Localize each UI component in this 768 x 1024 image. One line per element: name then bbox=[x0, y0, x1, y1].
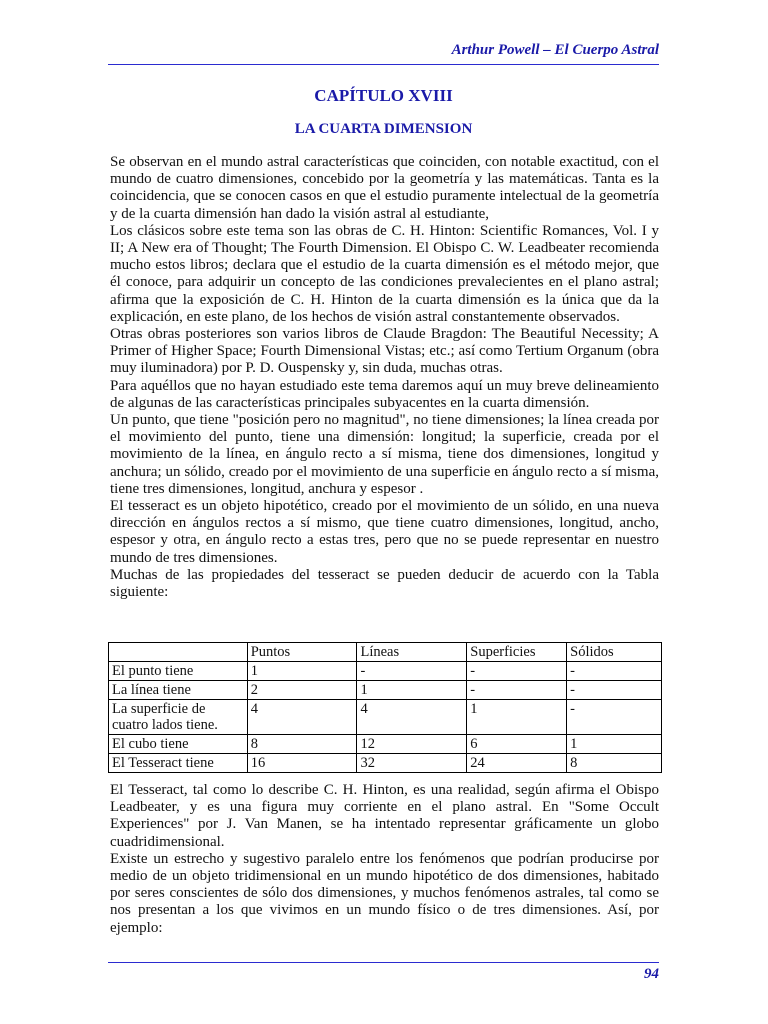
paragraph: Muchas de las propiedades del tesseract se pueden deducir de acuerdo con la Tabla siguiente: bbox=[110, 566, 659, 601]
table-cell: El Tesseract tiene bbox=[109, 754, 248, 773]
header-rule bbox=[108, 64, 659, 65]
table-cell: - bbox=[567, 700, 662, 735]
body-text-continued bbox=[110, 782, 659, 937]
table-cell: 2 bbox=[247, 681, 357, 700]
table-cell: 32 bbox=[357, 754, 467, 773]
table-cell: 8 bbox=[567, 754, 662, 773]
properties-table bbox=[108, 642, 662, 773]
table-cell: 24 bbox=[467, 754, 567, 773]
table-header-cell: Sólidos bbox=[567, 643, 662, 662]
paragraph: Un punto, que tiene "posición pero no magnitud", no tiene dimensiones; la línea creada por el movimiento del punto, tiene una dimensión: longitud; la superficie, creada por el movimiento de la línea, en ángulo recto a sí misma, tiene dos dimensiones, longitud y anchura; un sólido, creado por el movimiento de una superficie en ángulo recto a sí misma, tiene tres dimensiones, longitud, anchura y espesor . bbox=[110, 412, 659, 497]
table-header-cell: Superficies bbox=[467, 643, 567, 662]
table-cell: 8 bbox=[247, 735, 357, 754]
table-cell: La superficie de cuatro lados tiene. bbox=[109, 700, 248, 735]
table-cell: - bbox=[467, 662, 567, 681]
paragraph: Existe un estrecho y sugestivo paralelo entre los fenómenos que podrían producirse por medio de un objeto tridimensional en un mundo hipotético de dos dimensiones, habitado por seres conscientes de sólo dos dimensiones, y muchos fenómenos astrales, tal como se nos presentan a los que vivimos en un mundo físico o de tres dimensiones. Así, por ejemplo: bbox=[110, 850, 659, 936]
table-header-cell bbox=[109, 643, 248, 662]
table-header-row bbox=[109, 643, 662, 662]
table-header-cell: Líneas bbox=[357, 643, 467, 662]
table-cell: - bbox=[567, 681, 662, 700]
table-cell: 1 bbox=[567, 735, 662, 754]
running-header: Arthur Powell – El Cuerpo Astral bbox=[451, 42, 659, 58]
table-cell: El cubo tiene bbox=[109, 735, 248, 754]
table-row bbox=[109, 681, 662, 700]
paragraph: El Tesseract, tal como lo describe C. H. Hinton, es una realidad, según afirma el Obispo Leadbeater, y es una figura muy corriente en el plano astral. En "Some Occult Experiences" por J. Van Manen, se ha intentado representar gráficamente un globo cuadridimensional. bbox=[110, 782, 659, 850]
chapter-title: CAPÍTULO XVIII bbox=[314, 86, 453, 105]
paragraph: Se observan en el mundo astral características que coinciden, con notable exactitud, con el mundo de cuatro dimensiones, concebido por la geometría y las matemáticas. Tanta es la coincidencia, que se conocen casos en que el estudio puramente intelectual de la geometría y de la cuarta dimensión han dado la visión astral al estudiante, bbox=[110, 154, 659, 222]
table-cell: - bbox=[467, 681, 567, 700]
table-cell: El punto tiene bbox=[109, 662, 248, 681]
table-cell: - bbox=[567, 662, 662, 681]
table-cell: 1 bbox=[247, 662, 357, 681]
paragraph: Para aquéllos que no hayan estudiado este tema daremos aquí un muy breve delineamiento de algunas de las características principales subyacentes en la cuarta dimensión. bbox=[110, 377, 659, 411]
paragraph: Los clásicos sobre este tema son las obras de C. H. Hinton: Scientific Romances, Vol. I y II; A New era of Thought; The Fourth Dimension. El Obispo C. W. Leadbeater recomienda mucho estos libros; declara que el estudio de la cuarta dimensión es el método mejor, que él conoce, para adquirir un concepto de las condiciones prevalecientes en el plano astral; afirma que la exposición de C. H. Hinton de la cuarta dimensión es la única que da la explicación, en este plano, de los hechos de visión astral constantemente observados. bbox=[110, 222, 659, 325]
table-cell: 1 bbox=[467, 700, 567, 735]
table-cell: 6 bbox=[467, 735, 567, 754]
table-cell: 4 bbox=[247, 700, 357, 735]
paragraph: Otras obras posteriores son varios libros de Claude Bragdon: The Beautiful Necessity; A Primer of Higher Space; Fourth Dimensional Vistas; etc.; así como Tertium Organum (obra muy iluminadora) por P. D. Ouspensky y, sin duda, muchas otras. bbox=[110, 326, 659, 377]
table-row bbox=[109, 735, 662, 754]
table-header-cell: Puntos bbox=[247, 643, 357, 662]
table-row bbox=[109, 754, 662, 773]
table-cell: 4 bbox=[357, 700, 467, 735]
chapter-subtitle: LA CUARTA DIMENSION bbox=[294, 121, 473, 137]
page-number: 94 bbox=[644, 966, 659, 982]
table-cell: 12 bbox=[357, 735, 467, 754]
table-row bbox=[109, 700, 662, 735]
table-cell: 16 bbox=[247, 754, 357, 773]
table-cell: - bbox=[357, 662, 467, 681]
paragraph: El tesseract es un objeto hipotético, creado por el movimiento de un sólido, en una nueva dirección en ángulos rectos a sí mismo, que tiene cuatro dimensiones, longitud, ancho, espesor y otra, en ángulo recto a estas tres, pero que no se puede representar en nuestro mundo de tres dimensiones. bbox=[110, 498, 659, 566]
table-cell: 1 bbox=[357, 681, 467, 700]
body-text bbox=[110, 154, 659, 601]
table-cell: La línea tiene bbox=[109, 681, 248, 700]
footer-rule bbox=[108, 962, 659, 963]
table-row bbox=[109, 662, 662, 681]
